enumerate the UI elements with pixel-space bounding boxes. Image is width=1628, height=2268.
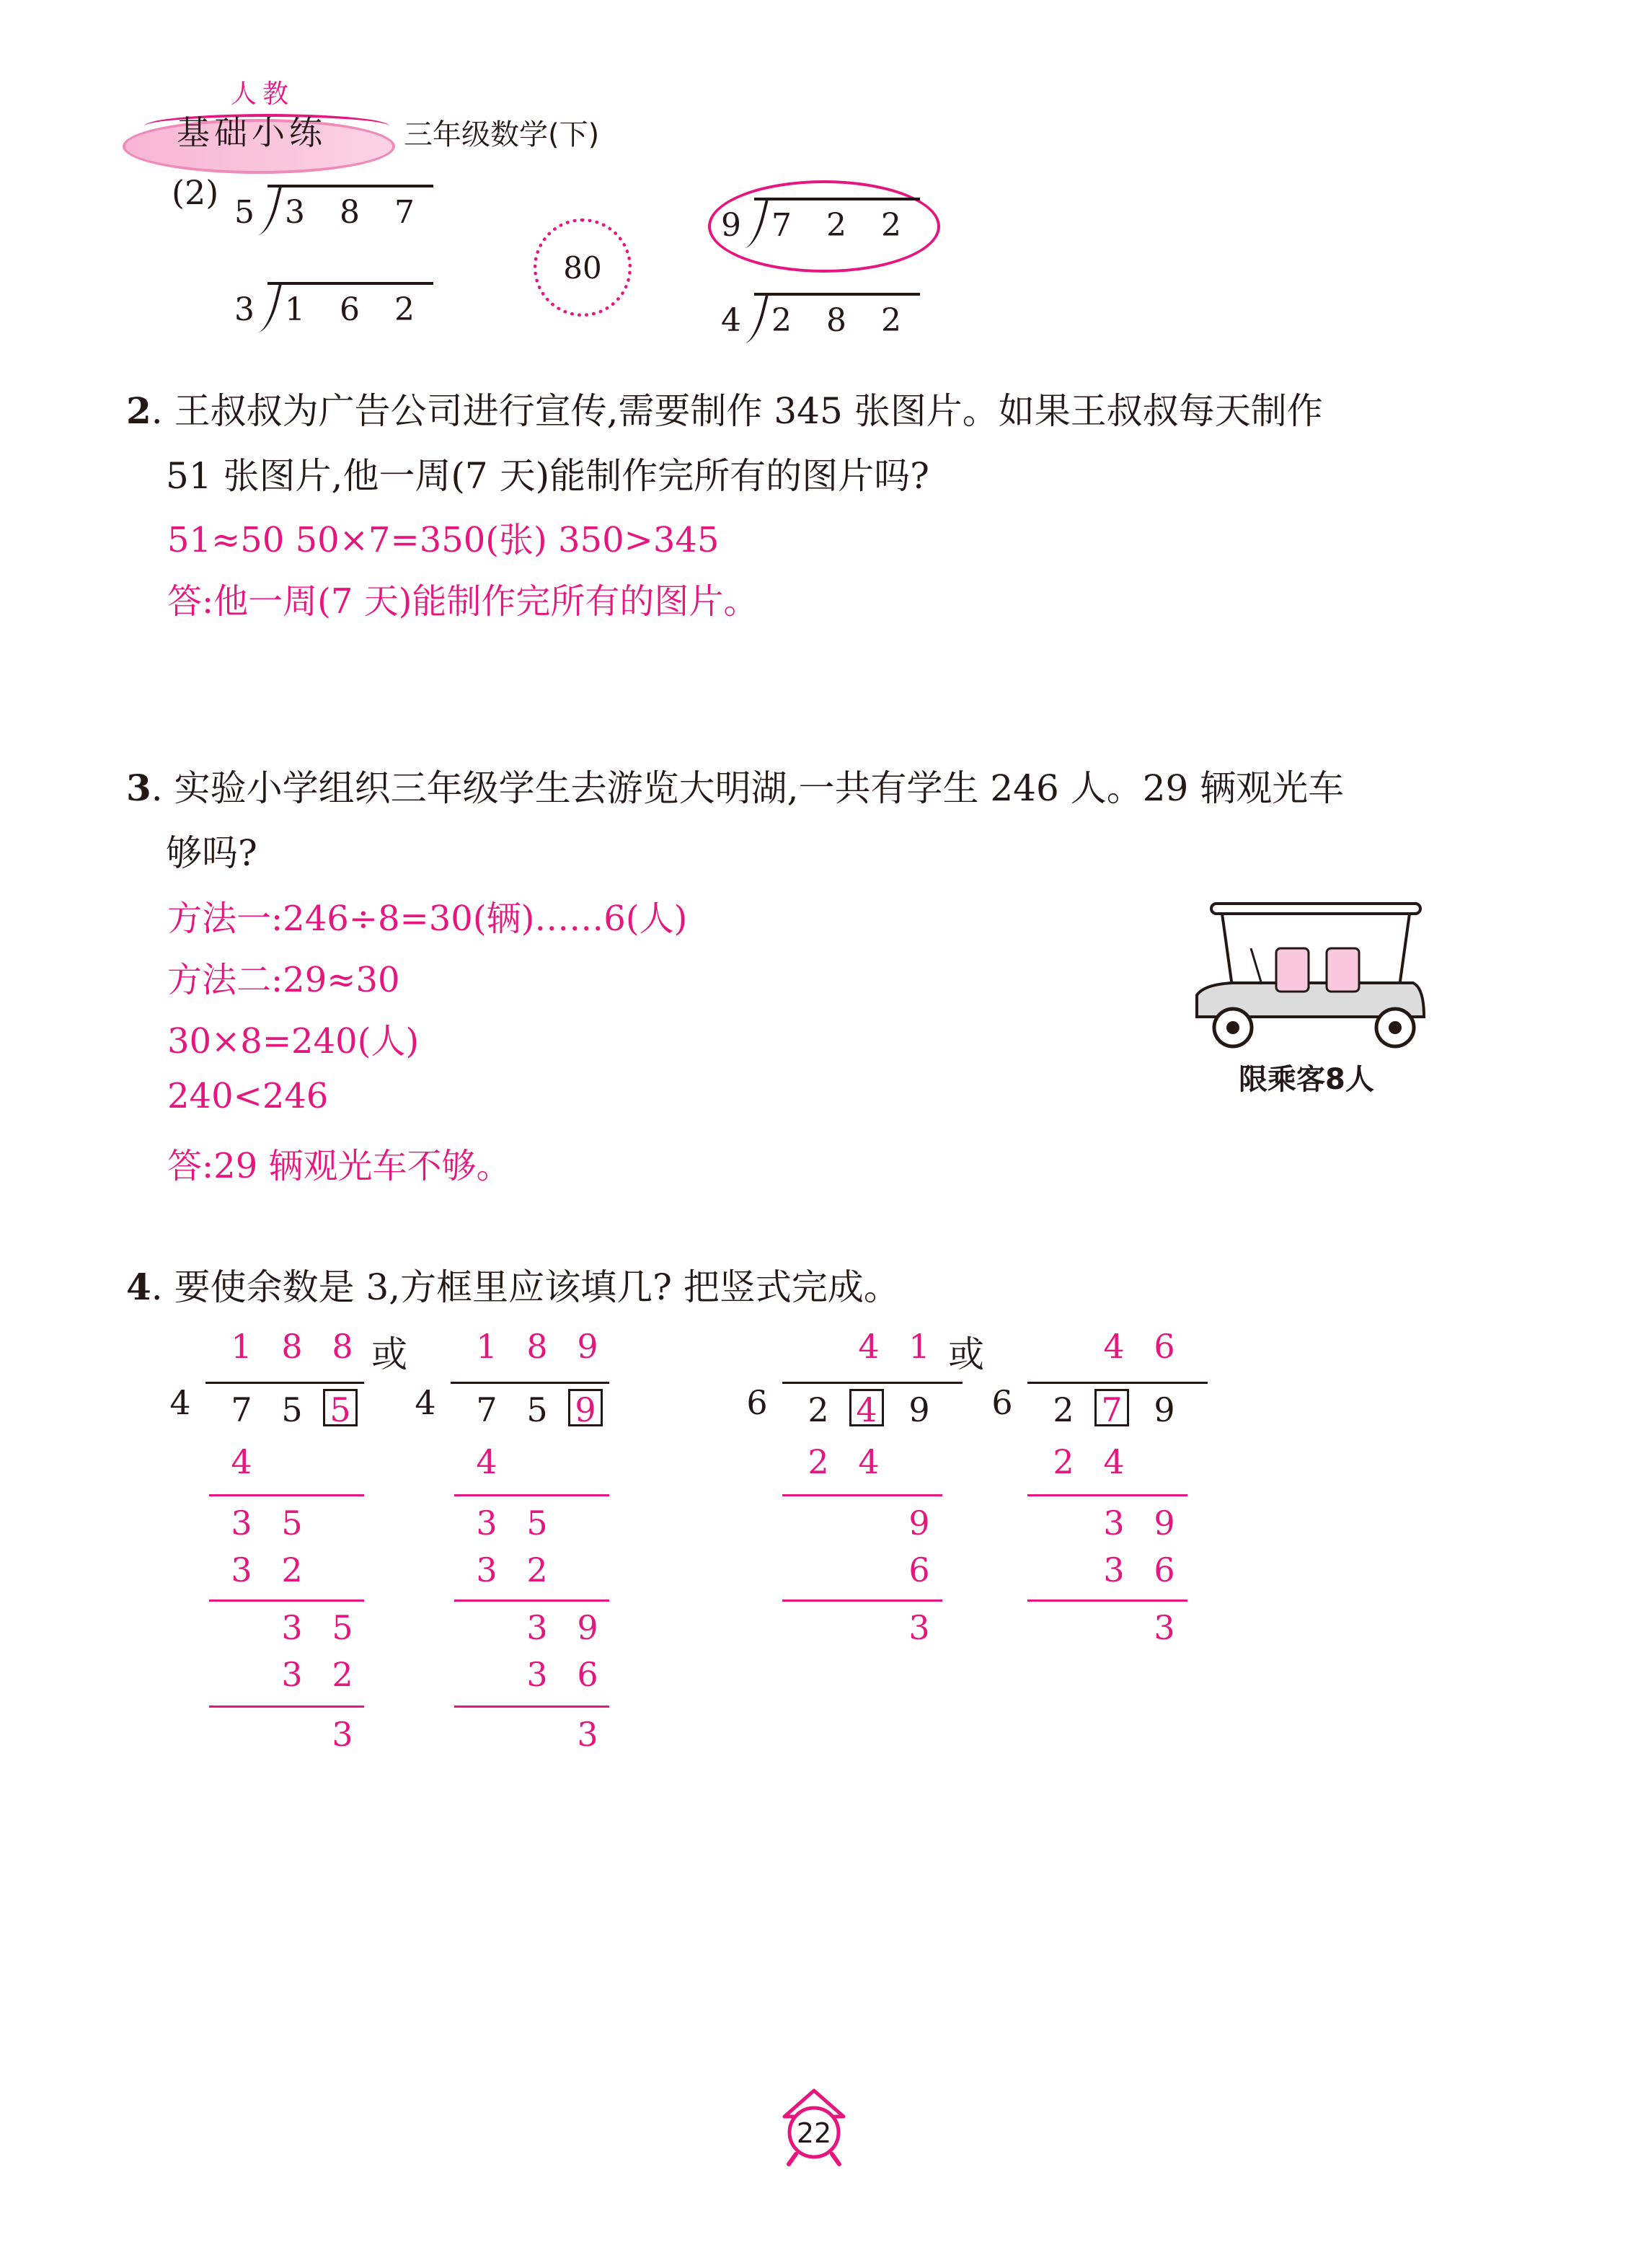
- or-label: 或: [371, 1333, 407, 1375]
- division-bar: [754, 198, 920, 200]
- divisor: 3: [234, 291, 255, 328]
- q2-calculation: 51≈50 50×7=350(张) 350>345: [167, 520, 720, 560]
- divisor: 9: [721, 207, 741, 244]
- header-publisher: 人教: [231, 79, 295, 109]
- division-282: [721, 303, 937, 339]
- division-162: [234, 292, 451, 328]
- division-387: [234, 195, 451, 231]
- q3-product: 30×8=240(人): [167, 1021, 420, 1062]
- vertical-calc-3: 4 1 或 6 2 4 9 2 4 9 6 3: [746, 1327, 984, 1647]
- division-bracket: [249, 185, 282, 235]
- dividend: 2 8 2: [771, 302, 901, 339]
- car-caption: 限乘客8人: [1239, 1063, 1374, 1096]
- header-subtitle: 三年级数学(下): [404, 118, 600, 151]
- q3-compare: 240<246: [167, 1076, 329, 1116]
- vertical-calc-4: 4 6 6 2 7 9 2 4 3 9 3 6 3: [988, 1327, 1204, 1673]
- q2-answer: 答:他一周(7 天)能制作完所有的图片。: [167, 581, 758, 622]
- answer-bubble: 80: [534, 219, 632, 317]
- dividend: 1 6 2: [285, 291, 415, 328]
- question-3: 3. 实验小学组织三年级学生去游览大明湖,一共有学生 246 人。29 辆观光车 够吗?: [126, 767, 1345, 874]
- part-label: (2): [172, 173, 219, 212]
- q3-method-1: 方法一:246÷8=30(辆)……6(人): [167, 899, 688, 939]
- question-2: 2. 王叔叔为广告公司进行宣传,需要制作 345 张图片。如果王叔叔每天制作 51 张图片,他一周(7 天)能制作完所有的图片吗?: [126, 389, 1323, 497]
- q3-method-2: 方法二:29≈30: [167, 960, 400, 1000]
- division-bar: [754, 293, 920, 296]
- division-bar: [267, 185, 433, 187]
- division-bracket: [736, 293, 769, 343]
- vertical-calc-2: 1 8 9 4 7 5 9 4 3 5 3 2 3 9 3 6 3: [411, 1327, 627, 1774]
- question-4: 4. 要使余数是 3,方框里应该填几? 把竖式完成。: [126, 1266, 900, 1308]
- divisor: 4: [721, 302, 741, 339]
- dividend: 3 8 7: [285, 194, 415, 231]
- division-bracket: [249, 282, 282, 332]
- page-number: 22: [796, 2117, 832, 2149]
- dividend: 7 2 2: [771, 207, 901, 244]
- header-series: 基础小练: [177, 113, 327, 152]
- divisor: 5: [234, 194, 255, 231]
- division-bar: [267, 282, 433, 285]
- q3-answer: 答:29 辆观光车不够。: [167, 1146, 511, 1186]
- or-label: 或: [948, 1333, 984, 1375]
- page-number-badge: [774, 2088, 854, 2167]
- vertical-calc-1: 1 8 8 或 4 7 5 5 4 3 5 3 2 3 5 3 2 3: [169, 1327, 407, 1754]
- division-722: [721, 208, 937, 244]
- sightseeing-car-illustration: [1190, 898, 1431, 1056]
